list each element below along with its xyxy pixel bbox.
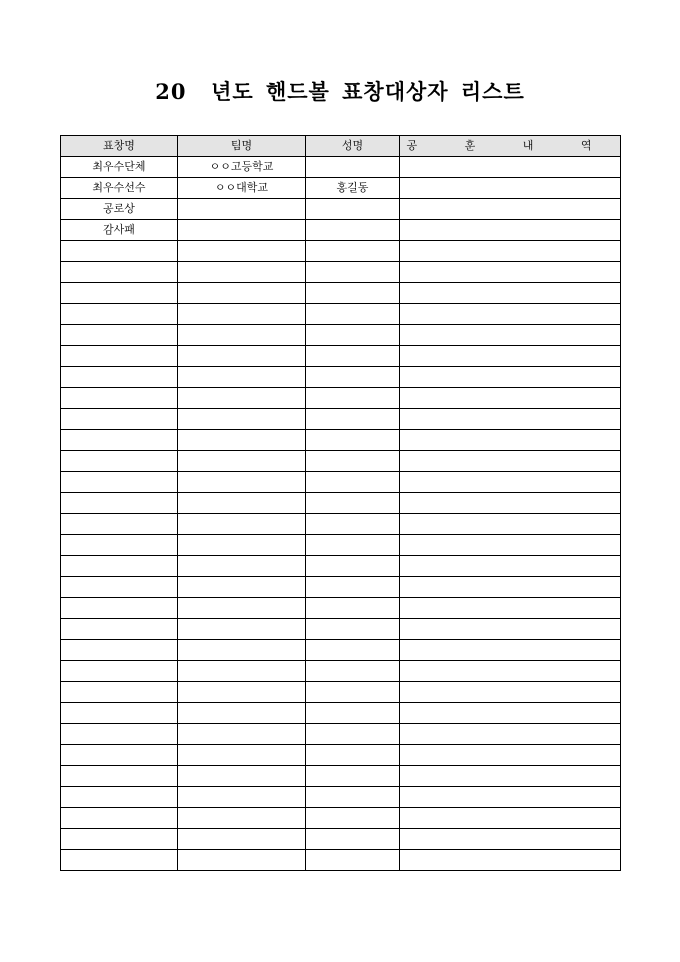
- cell-award-name: [61, 808, 178, 829]
- table-row: [61, 388, 621, 409]
- cell-team-name: [178, 640, 306, 661]
- cell-team-name: [178, 472, 306, 493]
- cell-team-name: [178, 598, 306, 619]
- cell-merit-details: [400, 661, 621, 682]
- cell-person-name: [306, 346, 400, 367]
- cell-team-name: [178, 661, 306, 682]
- cell-award-name: [61, 598, 178, 619]
- cell-merit-details: [400, 283, 621, 304]
- cell-merit-details: [400, 241, 621, 262]
- cell-merit-details: [400, 808, 621, 829]
- cell-person-name: [306, 493, 400, 514]
- cell-award-name: [61, 283, 178, 304]
- table-row: [61, 283, 621, 304]
- cell-team-name: [178, 325, 306, 346]
- cell-team-name: ㅇㅇ고등학교: [178, 157, 306, 178]
- cell-person-name: [306, 640, 400, 661]
- cell-award-name: 최우수선수: [61, 178, 178, 199]
- cell-award-name: 감사패: [61, 220, 178, 241]
- cell-person-name: [306, 787, 400, 808]
- cell-merit-details: [400, 157, 621, 178]
- cell-merit-details: [400, 640, 621, 661]
- header-merit-details: 공 훈 내 역: [400, 136, 621, 157]
- cell-award-name: [61, 640, 178, 661]
- cell-team-name: [178, 535, 306, 556]
- table-row: [61, 346, 621, 367]
- cell-award-name: [61, 409, 178, 430]
- cell-team-name: [178, 682, 306, 703]
- cell-merit-details: [400, 220, 621, 241]
- cell-award-name: [61, 304, 178, 325]
- cell-person-name: [306, 850, 400, 871]
- cell-merit-details: [400, 745, 621, 766]
- cell-person-name: [306, 367, 400, 388]
- cell-team-name: [178, 367, 306, 388]
- cell-award-name: [61, 472, 178, 493]
- cell-merit-details: [400, 556, 621, 577]
- cell-person-name: [306, 619, 400, 640]
- cell-team-name: [178, 829, 306, 850]
- cell-person-name: [306, 682, 400, 703]
- cell-award-name: [61, 493, 178, 514]
- cell-team-name: [178, 304, 306, 325]
- table-row: [61, 367, 621, 388]
- cell-award-name: [61, 829, 178, 850]
- cell-award-name: [61, 850, 178, 871]
- table-row: [61, 808, 621, 829]
- table-row: [61, 787, 621, 808]
- cell-award-name: [61, 535, 178, 556]
- table-body: [61, 157, 621, 871]
- cell-person-name: 홍길동: [306, 178, 400, 199]
- cell-person-name: [306, 724, 400, 745]
- table-row: [61, 577, 621, 598]
- cell-merit-details: [400, 829, 621, 850]
- table-row: [61, 325, 621, 346]
- cell-merit-details: [400, 367, 621, 388]
- award-list-table: [60, 135, 621, 871]
- cell-award-name: [61, 451, 178, 472]
- table-row: [61, 724, 621, 745]
- cell-award-name: [61, 430, 178, 451]
- table-row: [61, 241, 621, 262]
- table-row: [61, 598, 621, 619]
- cell-merit-details: [400, 514, 621, 535]
- cell-person-name: [306, 829, 400, 850]
- cell-person-name: [306, 577, 400, 598]
- cell-person-name: [306, 241, 400, 262]
- table-row: [61, 703, 621, 724]
- cell-person-name: [306, 325, 400, 346]
- cell-award-name: [61, 766, 178, 787]
- cell-merit-details: [400, 619, 621, 640]
- cell-team-name: [178, 430, 306, 451]
- cell-team-name: [178, 493, 306, 514]
- cell-team-name: [178, 409, 306, 430]
- cell-team-name: [178, 346, 306, 367]
- cell-merit-details: [400, 682, 621, 703]
- cell-merit-details: [400, 472, 621, 493]
- table-row: [61, 556, 621, 577]
- document-title: 20 년도 핸드볼 표창대상자 리스트: [155, 79, 525, 104]
- table-row: [61, 535, 621, 556]
- cell-person-name: [306, 430, 400, 451]
- cell-merit-details: [400, 850, 621, 871]
- cell-merit-details: [400, 430, 621, 451]
- table-row: [61, 472, 621, 493]
- cell-team-name: [178, 262, 306, 283]
- cell-team-name: [178, 703, 306, 724]
- table-row: [61, 409, 621, 430]
- cell-team-name: [178, 850, 306, 871]
- header-award-name: 표창명: [61, 136, 178, 157]
- cell-award-name: [61, 703, 178, 724]
- header-team-name: 팀명: [178, 136, 306, 157]
- cell-person-name: [306, 598, 400, 619]
- cell-team-name: [178, 787, 306, 808]
- table-row: [61, 304, 621, 325]
- cell-team-name: [178, 577, 306, 598]
- cell-team-name: [178, 556, 306, 577]
- cell-award-name: [61, 745, 178, 766]
- cell-team-name: [178, 388, 306, 409]
- cell-team-name: [178, 220, 306, 241]
- cell-person-name: [306, 388, 400, 409]
- cell-award-name: [61, 619, 178, 640]
- table-row: [61, 451, 621, 472]
- cell-team-name: [178, 283, 306, 304]
- cell-person-name: [306, 556, 400, 577]
- cell-merit-details: [400, 577, 621, 598]
- cell-person-name: [306, 409, 400, 430]
- cell-award-name: [61, 682, 178, 703]
- cell-person-name: [306, 199, 400, 220]
- cell-award-name: [61, 367, 178, 388]
- cell-merit-details: [400, 346, 621, 367]
- table-header-row: [61, 136, 621, 157]
- cell-team-name: [178, 514, 306, 535]
- cell-award-name: [61, 346, 178, 367]
- cell-person-name: [306, 220, 400, 241]
- cell-award-name: [61, 661, 178, 682]
- cell-award-name: [61, 325, 178, 346]
- table-row: [61, 829, 621, 850]
- cell-award-name: [61, 241, 178, 262]
- table-row: [61, 661, 621, 682]
- cell-person-name: [306, 472, 400, 493]
- cell-merit-details: [400, 766, 621, 787]
- cell-merit-details: [400, 409, 621, 430]
- table-row: [61, 682, 621, 703]
- table-row: [61, 745, 621, 766]
- cell-team-name: [178, 241, 306, 262]
- header-person-name: 성명: [306, 136, 400, 157]
- cell-award-name: [61, 262, 178, 283]
- cell-person-name: [306, 661, 400, 682]
- cell-award-name: [61, 556, 178, 577]
- cell-person-name: [306, 745, 400, 766]
- cell-award-name: [61, 787, 178, 808]
- table-row: [61, 619, 621, 640]
- cell-team-name: [178, 199, 306, 220]
- cell-merit-details: [400, 787, 621, 808]
- cell-award-name: [61, 388, 178, 409]
- cell-team-name: [178, 619, 306, 640]
- cell-award-name: [61, 724, 178, 745]
- cell-merit-details: [400, 388, 621, 409]
- cell-merit-details: [400, 598, 621, 619]
- table-row: [61, 430, 621, 451]
- cell-person-name: [306, 766, 400, 787]
- cell-merit-details: [400, 703, 621, 724]
- cell-person-name: [306, 535, 400, 556]
- cell-merit-details: [400, 535, 621, 556]
- table-row: [61, 850, 621, 871]
- cell-team-name: [178, 451, 306, 472]
- cell-team-name: [178, 808, 306, 829]
- cell-merit-details: [400, 262, 621, 283]
- cell-person-name: [306, 157, 400, 178]
- cell-team-name: [178, 745, 306, 766]
- table-row: [61, 220, 621, 241]
- cell-merit-details: [400, 493, 621, 514]
- cell-person-name: [306, 262, 400, 283]
- cell-award-name: [61, 514, 178, 535]
- table-row: [61, 157, 621, 178]
- table-row: [61, 640, 621, 661]
- table-row: [61, 262, 621, 283]
- cell-merit-details: [400, 724, 621, 745]
- cell-award-name: [61, 577, 178, 598]
- cell-person-name: [306, 451, 400, 472]
- cell-team-name: [178, 724, 306, 745]
- cell-merit-details: [400, 325, 621, 346]
- table-row: [61, 514, 621, 535]
- cell-person-name: [306, 808, 400, 829]
- cell-award-name: 공로상: [61, 199, 178, 220]
- table-row: [61, 199, 621, 220]
- cell-person-name: [306, 304, 400, 325]
- cell-team-name: ㅇㅇ대학교: [178, 178, 306, 199]
- cell-person-name: [306, 514, 400, 535]
- cell-team-name: [178, 766, 306, 787]
- cell-merit-details: [400, 451, 621, 472]
- cell-person-name: [306, 703, 400, 724]
- table-row: [61, 178, 621, 199]
- cell-merit-details: [400, 304, 621, 325]
- cell-merit-details: [400, 178, 621, 199]
- table-row: [61, 766, 621, 787]
- cell-merit-details: [400, 199, 621, 220]
- table-row: [61, 493, 621, 514]
- cell-award-name: 최우수단체: [61, 157, 178, 178]
- cell-person-name: [306, 283, 400, 304]
